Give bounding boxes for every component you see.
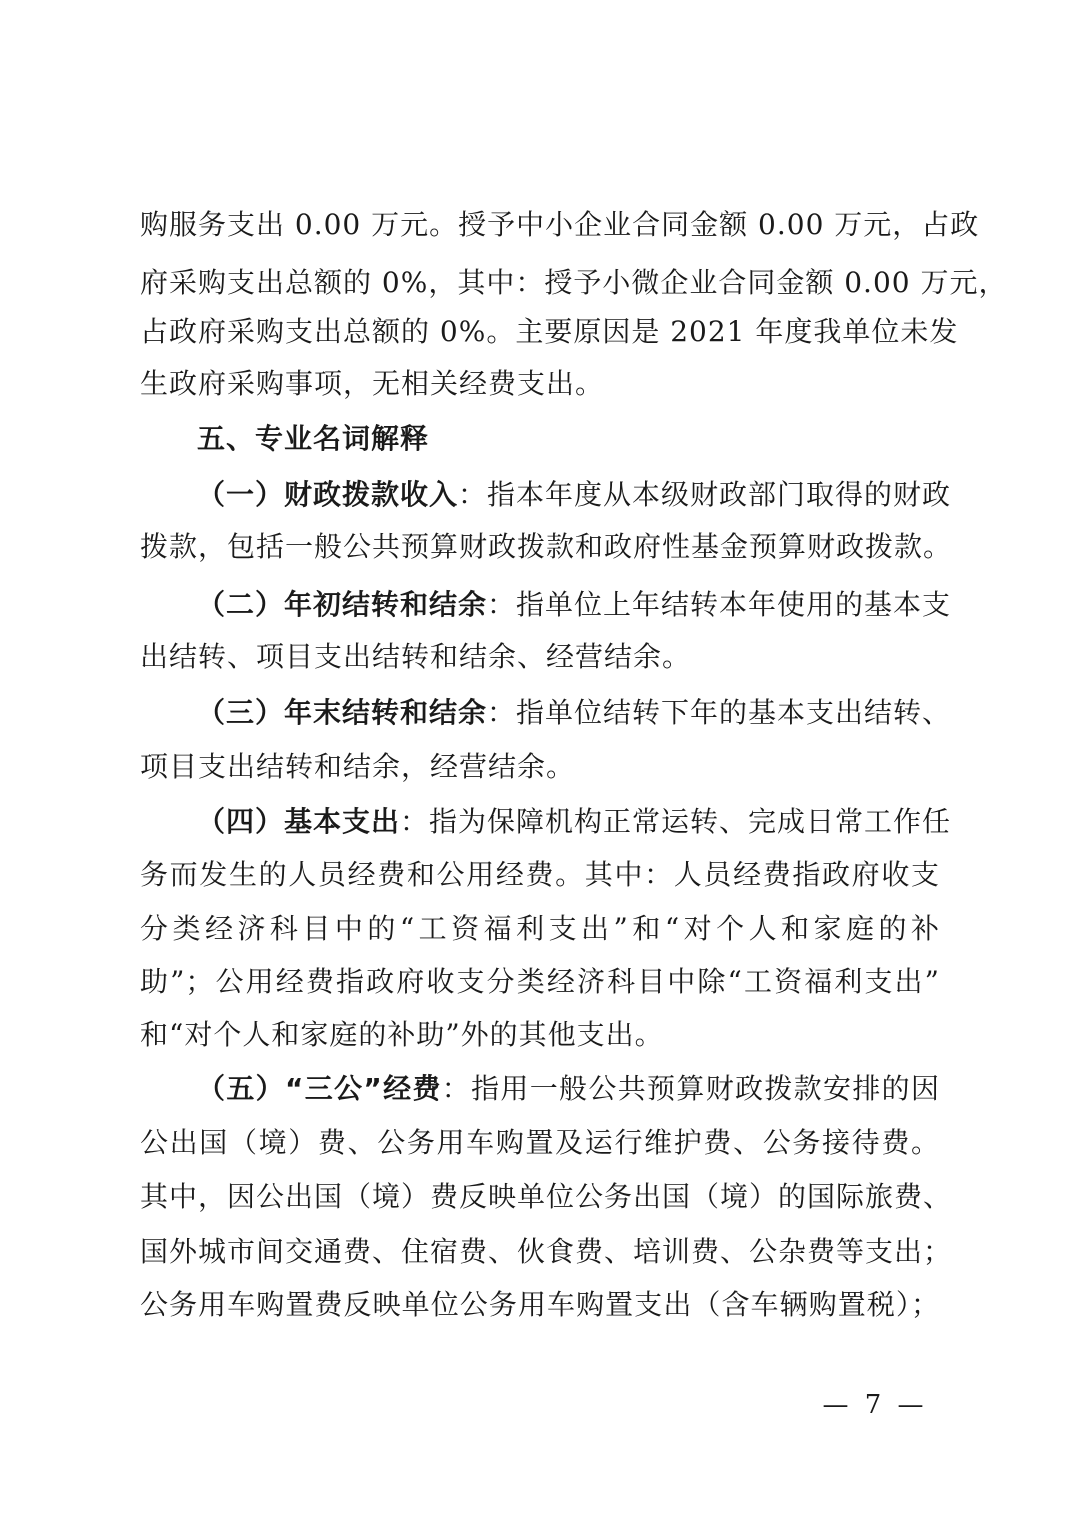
definition-term: （二）年初结转和结余 bbox=[197, 588, 488, 621]
definition-first-line bbox=[197, 795, 952, 849]
definition-line: 公出国（境）费、公务用车购置及运行维护费、公务接待费。 bbox=[140, 1126, 940, 1159]
definition-first-line bbox=[197, 468, 952, 522]
definition-line: 和“对个人和家庭的补助”外的其他支出。 bbox=[140, 1018, 664, 1051]
definition-text: ：指用一般公共预算财政拨款安排的因 bbox=[441, 1072, 940, 1105]
definition-term: （五）“三公”经费 bbox=[197, 1072, 442, 1105]
paragraph-line: 生政府采购事项，无相关经费支出。 bbox=[140, 367, 605, 400]
definition-text: ：指本年度从本级财政部门取得的财政 bbox=[458, 478, 952, 511]
definition-first-line bbox=[197, 1062, 940, 1116]
definition-term: （四）基本支出 bbox=[197, 805, 401, 838]
definition-text: ：指为保障机构正常运转、完成日常工作任 bbox=[400, 805, 952, 838]
definition-line: 助”；公用经费指政府收支分类经济科目中除“工资福利支出” bbox=[140, 965, 940, 998]
paragraph-line: 占政府采购支出总额的 0%。主要原因是 2021 年度我单位未发 bbox=[140, 315, 959, 348]
definition-line: 国外城市间交通费、住宿费、伙食费、培训费、公杂费等支出； bbox=[140, 1235, 953, 1268]
definition-first-line bbox=[197, 686, 952, 740]
definition-text: ：指单位上年结转本年使用的基本支 bbox=[487, 588, 952, 621]
definition-line: 公务用车购置费反映单位公务用车购置支出（含车辆购置税）； bbox=[140, 1288, 940, 1321]
definition-line: 其中，因公出国（境）费反映单位公务出国（境）的国际旅费、 bbox=[140, 1180, 953, 1213]
definition-line: 分类经济科目中的“工资福利支出”和“对个人和家庭的补 bbox=[140, 912, 940, 945]
definition-line: 务而发生的人员经费和公用经费。其中：人员经费指政府收支 bbox=[140, 858, 940, 891]
paragraph-line: 购服务支出 0.00 万元。授予中小企业合同金额 0.00 万元，占政 bbox=[140, 208, 980, 241]
page-number: — 7 — bbox=[822, 1390, 928, 1420]
definition-line: 拨款，包括一般公共预算财政拨款和政府性基金预算财政拨款。 bbox=[140, 530, 953, 563]
definition-text: ：指单位结转下年的基本支出结转、 bbox=[487, 696, 952, 729]
definition-line: 出结转、项目支出结转和结余、经营结余。 bbox=[140, 640, 692, 673]
definition-first-line bbox=[197, 578, 952, 632]
paragraph-line: 府采购支出总额的 0%，其中：授予小微企业合同金额 0.00 万元， bbox=[140, 266, 1008, 299]
definition-term: （三）年末结转和结余 bbox=[197, 696, 488, 729]
section-heading: 五、专业名词解释 bbox=[197, 422, 430, 455]
definition-line: 项目支出结转和结余，经营结余。 bbox=[140, 750, 576, 783]
definition-term: （一）财政拨款收入 bbox=[197, 478, 459, 511]
